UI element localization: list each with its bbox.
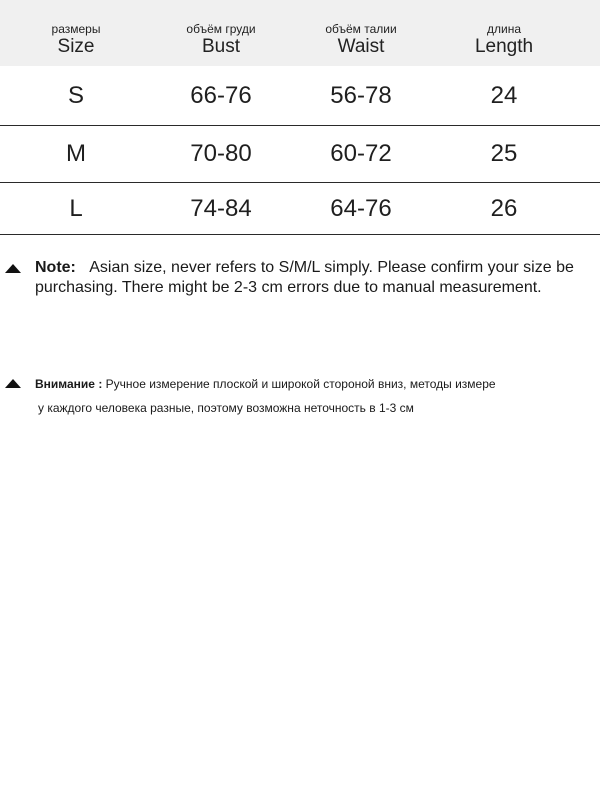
note-ru-text1: Ручное измерение плоской и широкой стороной вниз, методы измере: [105, 377, 496, 391]
cell-bust: 70-80: [190, 140, 252, 167]
note-ru-line2: у каждого человека разные, поэтому возможна неточность в 1-3 см: [38, 401, 414, 415]
header-bust-ru: объём груди: [186, 22, 256, 36]
table-row: [0, 183, 600, 235]
cell-bust: 74-84: [190, 194, 252, 222]
header-size-en: Size: [57, 36, 95, 57]
header-size: [52, 0, 101, 66]
note-en-label: Note:: [35, 259, 76, 276]
cell-waist: 60-72: [330, 140, 392, 167]
triangle-up-icon: [5, 379, 21, 388]
header-waist: [325, 0, 396, 66]
cell-size: L: [69, 194, 83, 222]
table-header: [0, 0, 600, 66]
note-en-text1: Asian size, never refers to S/M/L simply. Please confirm your size be: [89, 259, 574, 276]
notes-section: [0, 258, 600, 415]
cell-length: 24: [490, 81, 518, 109]
header-bust-en: Bust: [201, 36, 241, 57]
note-en-line1: [35, 258, 574, 278]
cell-size: S: [67, 81, 85, 109]
cell-waist: 56-78: [330, 81, 392, 109]
cell-length: 26: [490, 194, 518, 222]
size-chart-table: [0, 0, 600, 235]
cell-size: M: [66, 140, 86, 167]
note-en-line2: purchasing. There might be 2-3 cm errors due to manual measurement.: [35, 279, 542, 296]
cell-length: 25: [490, 140, 518, 167]
cell-waist: 64-76: [330, 194, 392, 222]
triangle-up-icon: [5, 264, 21, 273]
note-ru-line1: [35, 376, 496, 392]
header-bust: [186, 0, 255, 66]
header-length: [475, 0, 533, 66]
header-length-en: Length: [474, 36, 534, 57]
note-english: [0, 258, 600, 316]
note-ru-label: Внимание :: [35, 377, 103, 391]
table-row: [0, 66, 600, 126]
header-size-ru: размеры: [51, 22, 101, 36]
table-row: [0, 126, 600, 183]
header-waist-en: Waist: [337, 36, 385, 57]
header-length-ru: длина: [486, 22, 521, 36]
cell-bust: 66-76: [190, 81, 252, 109]
header-waist-ru: объём талии: [325, 22, 397, 36]
